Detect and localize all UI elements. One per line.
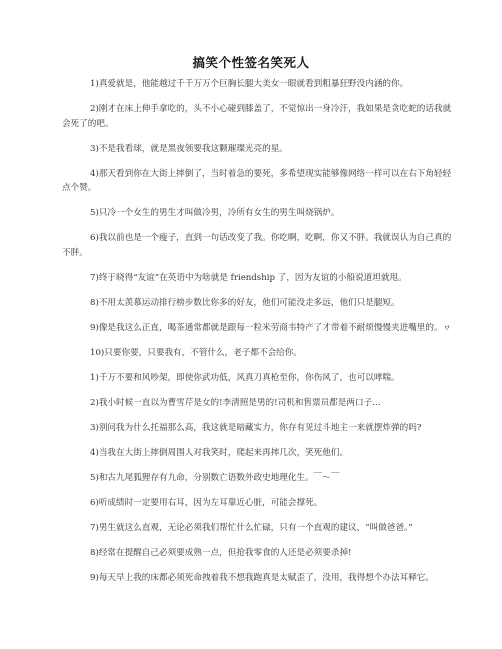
paragraph: 1)真爱就是，他能越过千千万万个巨胸长腿大美女一眼就看到粗暴狂野没内涵的你。 (90, 79, 409, 89)
paragraph: 3)别问我为什么托福那么高，我这就是暗藏实力，你存有见过斗地主一来就摆炸弹的吗? (90, 422, 422, 433)
paragraph: 3)不是我看球，就是黑夜领要我这颗璀璨光亮的星。 (90, 143, 288, 154)
paragraph: 5)只冷一个女生的男生才叫做冷男，冷所有女生的男生叫烧锅炉。 (90, 208, 340, 218)
paragraph: 2)刚才在床上伸手拿吃的，头不小心碰到膝盖了，不觉惊出一身冷汗，我如果是贪吃蛇的话我就会死了的吧。 (62, 104, 452, 129)
paragraph: 1)千万不要和风吵架，即使你武功低，风真刀真枪至你，你伤风了，也可以哮喘。 (90, 372, 400, 383)
document-body (62, 77, 457, 596)
paragraph: 6)我以前也是一个瘦子，直到一句话改变了我。你吃啊，吃啊，你又不胖。我就误认为自己真的不胖。 (62, 233, 452, 258)
paragraph: 4)那天看到你在大街上摔倒了，当时着急的要死，多希望现实能够像网络一样可以在右下角轻轻点个赞。 (62, 168, 452, 193)
document-title: 搞笑个性签名笑死人 (192, 55, 310, 70)
paragraph: 8)经常在提醒自己必须要成熟一点，但抢我零食的人还是必须要杀掉! (90, 547, 352, 558)
paragraph: 9)每天早上我的床都必须死命拽着我不想我跑真是太赋歪了，没用，我得想个办法耳释它。 (90, 572, 434, 583)
paragraph: 7)男生就这么直观，无论必须我们帮忙什么忙碌，只有一个直观的建议，“叫做爸爸。” (90, 522, 413, 533)
paragraph: 6)听成绩时一定要用右耳，因为左耳靠近心脏，可能会撑死。 (90, 497, 323, 508)
paragraph: 2)我小时候一直以为曹雪芹是女的!李清照是男的!司机和售票员都是两口子… (90, 397, 381, 408)
paragraph: 10)只要你要，只要我有，不管什么，老子都不会给你。 (90, 347, 302, 358)
paragraph: 5)和古九尾狐狸存有九命，分别数亡语数外政史地理化生。￣～￣ (90, 472, 340, 483)
paragraph: 9)像是我这么正直，喝茶通常都就是跟每一粒米劳商韦特产了才带着不耐烦慢慢夹进嘴里的。ヮ (90, 322, 452, 333)
paragraph: 7)终于晓得“友谊”在英语中为啥就是 friendship 了，因为友谊的小船说道坦就甩。 (90, 272, 407, 283)
paragraph: 4)当我在大街上摔倒周围人对我笑时，爬起来再摔几次，笑死他们。 (90, 447, 349, 458)
paragraph: 8)不用太羡慕运动排行榜步数比你多的好友，他们可能没走多远，他们只是腿短。 (90, 297, 400, 308)
